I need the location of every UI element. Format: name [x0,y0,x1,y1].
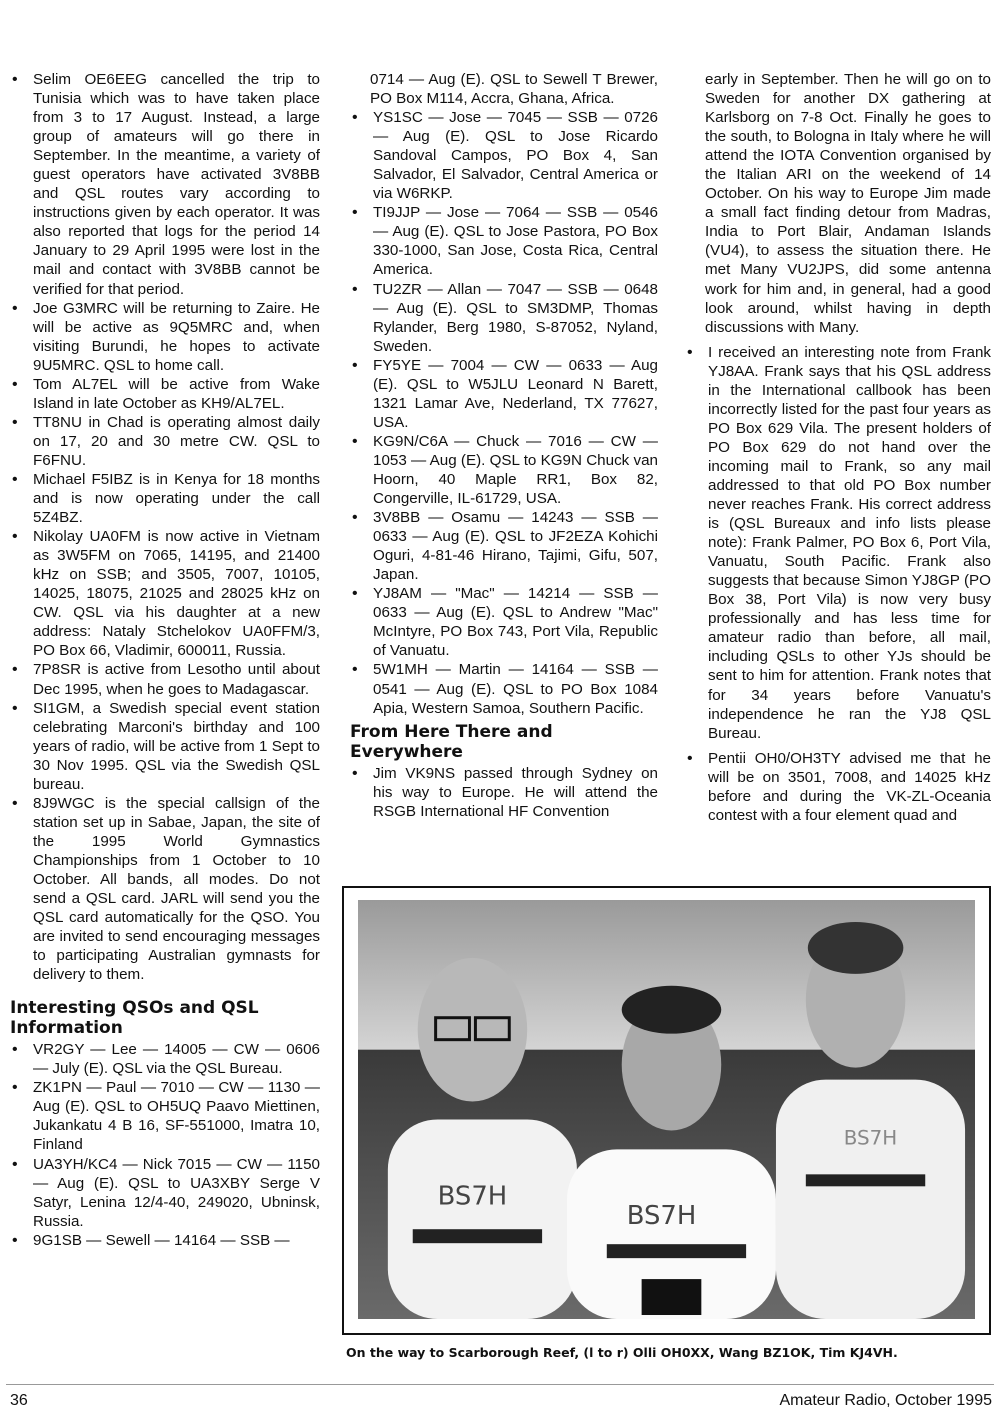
footer-divider [6,1384,994,1385]
section-heading-qso: Interesting QSOs and QSL Information [10,998,259,1039]
news-list [10,70,320,984]
list-item: • 7P8SR is active from Lesotho until about Dec 1995, when he goes to Madagascar. [10,660,320,698]
list-item: • 5W1MH — Martin — 14164 — SSB — 0541 — Aug (E). QSL to PO Box 1084 Apia, Western Samoa, Southern Pacific. [350,660,658,717]
list-item: • Pentii OH0/OH3TY advised me that he will be on 3501, 7008, and 14025 kHz before and during the VK-ZL-Oceania contest with a four element quad and [685,749,991,825]
section-heading-everywhere: From Here There and Everywhere [350,721,553,762]
news-list-2 [685,343,991,825]
list-item: • Jim VK9NS passed through Sydney on his way to Europe. He will attend the RSGB International HF Convention [350,764,658,821]
qso-list [10,1040,320,1250]
list-item: • Joe G3MRC will be returning to Zaire. He will be active as 9Q5MRC and, when visiting Burundi, he hopes to activate 9U5MRC. QSL to home call. [10,299,320,375]
list-item: • Michael F5IBZ is in Kenya for 18 months and is now operating under the call 5Z4BZ. [10,470,320,527]
svg-text:BS7H: BS7H [626,1201,697,1232]
publication-info: Amateur Radio, October 1995 [779,1392,992,1409]
list-item: • Tom AL7EL will be active from Wake Island in late October as KH9/AL7EL. [10,375,320,413]
paragraph-continuation: early in September. Then he will go on to Sweden for another DX gathering at Karlsborg on 7-8 Oct. Finally he goes to the south, to Bologna in Italy where he will attend the IOTA Convention organised by the Italian ARI on the weekend of 14 October. On his way to Europe Jim made a small fact finding detour from Madras, India to Port Blair, Andaman Islands (VU4), to assess the situation there. He met Many VU2JPS, did some antenna work for him and, in general, had a good look around, whilst having in depth discussions with Many. [705,71,991,336]
list-item: • 3V8BB — Osamu — 14243 — SSB — 0633 — Aug (E). QSL to JF2EZA Kohichi Oguri, 4-81-46 Hirano, Tajimi, Gifu, 507, Japan. [350,508,658,584]
list-item: • YJ8AM — "Mac" — 14214 — SSB — 0633 — Aug (E). QSL to Andrew "Mac" McIntyre, PO Box 743, Port Vila, Republic of Vanuatu. [350,584,658,660]
list-item: • Selim OE6EEG cancelled the trip to Tunisia which was to have taken place from 3 to 17 August. Instead, a large group of amateurs will go there in September. In the meantime, a variety of guest operators have activated 3V8BB and QSL routes vary according to instructions given by each operator. It was also reported that logs for the period 14 January to 29 April 1995 were lost in the mail and contact with 3V8BB cannot be verified for that period. [10,70,320,299]
list-item: • UA3YH/KC4 — Nick 7015 — CW — 1150 — Aug (E). QSL to UA3XBY Serge V Satyr, Lenina 12/4-40, 249020, Ubninsk, Russia. [10,1155,320,1231]
svg-text:BS7H: BS7H [843,1126,898,1150]
column-2 [350,70,658,821]
list-item: • TT8NU in Chad is operating almost daily on 17, 20 and 30 metre CW. QSL to F6FNU. [10,413,320,470]
photo-bs7h-team [342,886,991,1335]
list-item: • FY5YE — 7004 — CW — 0633 — Aug (E). QSL to W5JLU Leonard N Barett, 1321 Lamar Ave, Nederland, TX 77627, USA. [350,356,658,432]
list-item: • SI1GM, a Swedish special event station celebrating Marconi's birthday and 100 years of radio, will be active from 1 Sept to 30 Nov 1995. QSL via the Swedish QSL bureau. [10,699,320,794]
everywhere-list [350,764,658,821]
list-item: • VR2GY — Lee — 14005 — CW — 0606 — July (E). QSL via the QSL Bureau. [10,1040,320,1078]
photo-caption: On the way to Scarborough Reef, (l to r) Olli OH0XX, Wang BZ1OK, Tim KJ4VH. [346,1345,898,1360]
list-item: • 8J9WGC is the special callsign of the station set up in Sabae, Japan, the site of the 1995 World Gymnastics Championships from 1 October to 10 October. All bands, all modes. Do not send a QSL card. JARL will send you the QSL card automatically for the QSO. You are invited to send encouraging messages to participating Australian gymnasts for delivery to them. [10,794,320,984]
list-item: • TI9JJP — Jose — 7064 — SSB — 0546 — Aug (E). QSL to Jose Pastora, PO Box 330-1000, San Jose, Costa Rica, Central America. [350,203,658,279]
list-item: • KG9N/C6A — Chuck — 7016 — CW — 1053 — Aug (E). QSL to KG9N Chuck van Hoorn, 40 Maple RR1, Box 82, Congerville, IL-61729, USA. [350,432,658,508]
photo-illustration [358,900,975,1319]
column-3 [685,70,991,825]
column-1 [10,70,320,1250]
list-item-continuation: 0714 — Aug (E). QSL to Sewell T Brewer, PO Box M114, Accra, Ghana, Africa. [370,71,658,108]
list-item: • 9G1SB — Sewell — 14164 — SSB — [10,1231,320,1250]
list-item: • I received an interesting note from Frank YJ8AA. Frank says that his QSL address in the International callbook has been incorrectly listed for the past four years as PO Box 629 Vila. The present holders of PO Box 629 do not hand over the incoming mail to Frank, so any mail addressed to that old PO Box number never reaches Frank. His correct address is (QSL Bureaux and info lists please note): Frank Palmer, PO Box 6, Port Vila, Vanuatu, South Pacific. Frank also suggests that because Simon YJ8GP (PO Box 38, Port Vila) is now very busy professionally and has less time for amateur radio than before, all mail, including QSLs to other YJs should be sent to him for attention. Frank notes that for 34 years before Vanuatu's independence he ran the YJ8 QSL Bureau. [685,343,991,743]
list-item: • Nikolay UA0FM is now active in Vietnam as 3W5FM on 7065, 14195, and 21400 kHz on SSB; and 3505, 7007, 10105, 14025, 18075, 21025 and 28025 kHz on CW. QSL via his daughter at a new address: Nataly Stchelokov UA0FFM/3, PO Box 66, Vladimir, 600011, Russia. [10,527,320,660]
list-item: • ZK1PN — Paul — 7010 — CW — 1130 — Aug (E). QSL to OH5UQ Paavo Miettinen, Jukankatu 4 B 16, SF-551000, Imatra 10, Finland [10,1078,320,1154]
svg-text:BS7H: BS7H [437,1181,508,1212]
qso-list-continued [350,70,658,718]
page-number: 36 [10,1392,28,1409]
list-item: • TU2ZR — Allan — 7047 — SSB — 0648 — Aug (E). QSL to SM3DMP, Thomas Rylander, Berg 1980, S-87052, Nyland, Sweden. [350,280,658,356]
list-item: • YS1SC — Jose — 7045 — SSB — 0726 — Aug (E). QSL to Jose Ricardo Sandoval Campos, PO Box 4, San Salvador, El Salvador, Central America or via W6RKP. [350,108,658,203]
